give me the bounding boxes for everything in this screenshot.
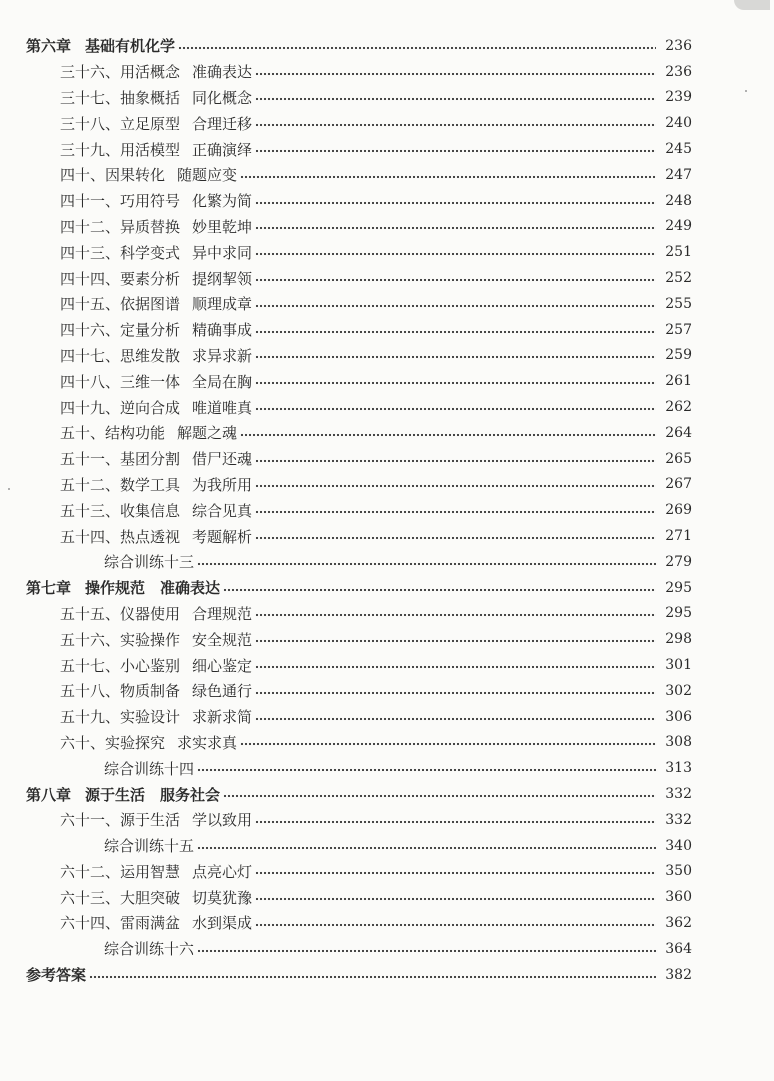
section-phrase-b: 妙里乾坤 — [192, 217, 253, 236]
table-of-contents — [0, 33, 774, 987]
toc-entry-exercise[interactable] — [0, 833, 774, 859]
section-phrase-b: 同化概念 — [192, 88, 253, 107]
section-title: 四十五、依据图谱 顺理成章 — [60, 295, 253, 314]
page-number: 298 — [665, 631, 692, 648]
section-title: 四十三、科学变式 异中求同 — [60, 243, 253, 262]
dot-leader — [197, 559, 656, 569]
dot-leader — [255, 249, 656, 259]
dot-leader — [255, 327, 656, 337]
toc-entry-exercise[interactable] — [0, 936, 774, 962]
section-phrase-b: 合理迁移 — [192, 114, 253, 133]
toc-entry-exercise[interactable] — [0, 549, 774, 575]
section-phrase-a: 实验设计 — [120, 708, 181, 727]
section-number: 四十一 — [60, 192, 106, 211]
section-title: 六十三、大胆突破 切莫犹豫 — [60, 888, 253, 907]
dot-leader — [255, 817, 656, 827]
answers-title: 参考答案 — [26, 966, 87, 985]
dot-leader — [255, 198, 656, 208]
section-number: 六十 — [60, 733, 91, 752]
section-phrase-a: 数学工具 — [120, 475, 181, 494]
dot-leader — [255, 533, 656, 543]
page-number: 267 — [665, 476, 692, 493]
toc-entry-section[interactable] — [0, 472, 774, 498]
section-phrase-a: 源于生活 — [120, 811, 181, 830]
page-number: 306 — [665, 708, 692, 725]
page-number: 265 — [665, 450, 692, 467]
dot-leader — [240, 739, 656, 749]
page-number: 255 — [665, 295, 692, 312]
dot-leader — [255, 920, 656, 930]
section-phrase-b: 考题解析 — [192, 527, 253, 546]
section-phrase-a: 仪器使用 — [120, 604, 181, 623]
section-title: 四十九、逆向合成 唯道唯真 — [60, 398, 253, 417]
page-number: 360 — [665, 889, 692, 906]
chapter-name: 基础有机化学 — [85, 37, 176, 56]
section-number: 五十七 — [60, 656, 106, 675]
toc-entry-section[interactable] — [0, 59, 774, 85]
toc-entry-section[interactable] — [0, 910, 774, 936]
section-number: 五十五 — [60, 604, 106, 623]
section-phrase-a: 异质替换 — [120, 217, 181, 236]
exercise-title: 综合训练十三 — [104, 553, 195, 572]
page-number: 240 — [665, 115, 692, 132]
section-phrase-a: 因果转化 — [105, 166, 166, 185]
dot-leader — [255, 146, 656, 156]
toc-entry-section[interactable] — [0, 807, 774, 833]
page-number: 248 — [665, 192, 692, 209]
section-title: 三十七、抽象概括 同化概念 — [60, 88, 253, 107]
section-phrase-a: 思维发散 — [120, 346, 181, 365]
section-title: 五十二、数学工具 为我所用 — [60, 475, 253, 494]
toc-entry-section[interactable] — [0, 601, 774, 627]
page-number: 301 — [665, 657, 692, 674]
section-number: 四十八 — [60, 372, 106, 391]
section-number: 四十四 — [60, 269, 106, 288]
page-number: 362 — [665, 914, 692, 931]
section-title: 四十六、定量分析 精确事成 — [60, 321, 253, 340]
page-number: 271 — [665, 528, 692, 545]
toc-entry-section[interactable] — [0, 626, 774, 652]
section-phrase-a: 收集信息 — [120, 501, 181, 520]
dot-leader — [240, 430, 656, 440]
section-number: 六十一 — [60, 811, 106, 830]
section-phrase-a: 大胆突破 — [120, 888, 181, 907]
page-number: 313 — [665, 760, 692, 777]
section-number: 六十四 — [60, 914, 106, 933]
section-title: 四十四、要素分析 提纲挈领 — [60, 269, 253, 288]
toc-entry-section[interactable] — [0, 239, 774, 265]
section-number: 五十三 — [60, 501, 106, 520]
section-phrase-a: 基团分割 — [120, 450, 181, 469]
chapter-name: 源于生活 服务社会 — [85, 785, 221, 804]
chapter-title — [26, 784, 223, 805]
section-phrase-b: 细心鉴定 — [192, 656, 253, 675]
page-number: 262 — [665, 399, 692, 416]
toc-entry-section[interactable] — [0, 859, 774, 885]
section-number: 五十一 — [60, 450, 106, 469]
chapter-name: 操作规范 准确表达 — [85, 579, 221, 598]
page-number: 279 — [665, 553, 692, 570]
section-phrase-a: 雷雨满盆 — [120, 914, 181, 933]
section-number: 六十二 — [60, 862, 106, 881]
toc-entry-section[interactable] — [0, 704, 774, 730]
section-title: 三十六、用活概念 准确表达 — [60, 63, 253, 82]
dot-leader — [223, 585, 656, 595]
dot-leader — [255, 481, 656, 491]
section-number: 三十九 — [60, 140, 106, 159]
section-phrase-a: 实验操作 — [120, 630, 181, 649]
section-phrase-b: 综合见真 — [192, 501, 253, 520]
section-phrase-b: 解题之魂 — [177, 424, 238, 443]
section-phrase-b: 求实求真 — [177, 733, 238, 752]
dot-leader — [255, 301, 656, 311]
page-number: 249 — [665, 218, 692, 235]
toc-entry-section[interactable] — [0, 317, 774, 343]
section-title: 四十、因果转化 随题应变 — [60, 166, 238, 185]
dot-leader — [255, 352, 656, 362]
toc-entry-answer[interactable] — [0, 962, 774, 988]
section-phrase-a: 科学变式 — [120, 243, 181, 262]
page-number: 332 — [665, 786, 692, 802]
section-phrase-a: 小心鉴别 — [120, 656, 181, 675]
page-number: 269 — [665, 502, 692, 519]
section-phrase-b: 随题应变 — [177, 166, 238, 185]
dot-leader — [255, 688, 656, 698]
section-number: 五十二 — [60, 475, 106, 494]
toc-entry-chapter[interactable] — [0, 575, 774, 601]
section-title: 四十一、巧用符号 化繁为简 — [60, 192, 253, 211]
section-number: 四十七 — [60, 346, 106, 365]
section-title: 五十六、实验操作 安全规范 — [60, 630, 253, 649]
section-phrase-b: 求新求简 — [192, 708, 253, 727]
page-number: 332 — [665, 811, 692, 828]
section-title: 六十、实验探究 求实求真 — [60, 733, 238, 752]
page-number: 251 — [665, 244, 692, 261]
section-phrase-b: 为我所用 — [192, 475, 253, 494]
section-phrase-b: 唯道唯真 — [192, 398, 253, 417]
section-phrase-a: 用活模型 — [120, 140, 181, 159]
toc-entry-section[interactable] — [0, 523, 774, 549]
section-number: 四十三 — [60, 243, 106, 262]
page-number: 247 — [665, 166, 692, 183]
dot-leader — [255, 714, 656, 724]
section-phrase-a: 实验探究 — [105, 733, 166, 752]
section-phrase-b: 水到渠成 — [192, 914, 253, 933]
toc-entry-section[interactable] — [0, 446, 774, 472]
chapter-number: 第八章 — [26, 785, 72, 804]
section-title: 三十八、立足原型 合理迁移 — [60, 114, 253, 133]
dot-leader — [197, 843, 656, 853]
section-title: 六十一、源于生活 学以致用 — [60, 811, 253, 830]
page-number: 236 — [665, 63, 692, 80]
section-phrase-a: 用活概念 — [120, 63, 181, 82]
dot-leader — [223, 791, 656, 801]
section-phrase-a: 物质制备 — [120, 682, 181, 701]
section-phrase-a: 逆向合成 — [120, 398, 181, 417]
toc-entry-section[interactable] — [0, 884, 774, 910]
section-phrase-b: 准确表达 — [192, 63, 253, 82]
dot-leader — [255, 868, 656, 878]
dot-leader — [255, 456, 656, 466]
section-phrase-a: 要素分析 — [120, 269, 181, 288]
section-phrase-b: 顺理成章 — [192, 295, 253, 314]
section-phrase-a: 运用智慧 — [120, 862, 181, 881]
section-title: 四十八、三维一体 全局在胸 — [60, 372, 253, 391]
section-phrase-b: 点亮心灯 — [192, 862, 253, 881]
section-phrase-b: 安全规范 — [192, 630, 253, 649]
section-phrase-b: 全局在胸 — [192, 372, 253, 391]
section-number: 四十 — [60, 166, 91, 185]
toc-entry-chapter[interactable] — [0, 781, 774, 807]
exercise-title: 综合训练十五 — [104, 837, 195, 856]
section-number: 五十六 — [60, 630, 106, 649]
section-number: 五十 — [60, 424, 91, 443]
dot-leader — [89, 972, 656, 982]
section-phrase-b: 求异求新 — [192, 346, 253, 365]
toc-entry-section[interactable] — [0, 188, 774, 214]
toc-entry-section[interactable] — [0, 497, 774, 523]
toc-entry-section[interactable] — [0, 214, 774, 240]
page-number: 257 — [665, 321, 692, 338]
section-number: 四十二 — [60, 217, 106, 236]
page-number: 295 — [665, 579, 692, 596]
section-phrase-a: 热点透视 — [120, 527, 181, 546]
section-phrase-b: 绿色通行 — [192, 682, 253, 701]
section-title: 六十四、雷雨满盆 水到渠成 — [60, 914, 253, 933]
section-title: 五十三、收集信息 综合见真 — [60, 501, 253, 520]
section-phrase-b: 精确事成 — [192, 321, 253, 340]
section-title: 五十、结构功能 解题之魂 — [60, 424, 238, 443]
page-number: 239 — [665, 89, 692, 106]
dot-leader — [255, 404, 656, 414]
section-phrase-b: 借尸还魂 — [192, 450, 253, 469]
section-number: 三十七 — [60, 88, 106, 107]
section-phrase-b: 化繁为简 — [192, 192, 253, 211]
section-phrase-a: 定量分析 — [120, 321, 181, 340]
section-title: 五十八、物质制备 绿色通行 — [60, 682, 253, 701]
section-title: 五十一、基团分割 借尸还魂 — [60, 450, 253, 469]
page-corner-mark — [734, 0, 770, 10]
page-number: 308 — [665, 734, 692, 751]
toc-entry-section[interactable] — [0, 678, 774, 704]
toc-entry-section[interactable] — [0, 343, 774, 369]
page-number: 340 — [665, 837, 692, 854]
page-number: 364 — [665, 940, 692, 957]
exercise-title: 综合训练十六 — [104, 940, 195, 959]
section-title: 四十七、思维发散 求异求新 — [60, 346, 253, 365]
section-phrase-b: 正确演绎 — [192, 140, 253, 159]
chapter-title — [26, 577, 223, 598]
dot-leader — [255, 507, 656, 517]
dot-leader — [255, 223, 656, 233]
toc-entry-section[interactable] — [0, 420, 774, 446]
section-phrase-b: 合理规范 — [192, 604, 253, 623]
dot-leader — [178, 43, 656, 53]
toc-entry-section[interactable] — [0, 265, 774, 291]
toc-entry-section[interactable] — [0, 652, 774, 678]
toc-entry-section[interactable] — [0, 291, 774, 317]
section-phrase-b: 学以致用 — [192, 811, 253, 830]
page-number: 236 — [665, 37, 692, 54]
section-number: 三十八 — [60, 114, 106, 133]
toc-entry-section[interactable] — [0, 394, 774, 420]
page-number: 245 — [665, 141, 692, 158]
dot-leader — [255, 378, 656, 388]
section-number: 四十五 — [60, 295, 106, 314]
section-number: 四十九 — [60, 398, 106, 417]
toc-entry-section[interactable] — [0, 110, 774, 136]
page-number: 350 — [665, 863, 692, 880]
dot-leader — [255, 636, 656, 646]
section-phrase-b: 切莫犹豫 — [192, 888, 253, 907]
page-number: 302 — [665, 682, 692, 699]
section-title: 五十九、实验设计 求新求简 — [60, 708, 253, 727]
dot-leader — [255, 120, 656, 130]
section-phrase-a: 依据图谱 — [120, 295, 181, 314]
section-number: 六十三 — [60, 888, 106, 907]
section-title: 六十二、运用智慧 点亮心灯 — [60, 862, 253, 881]
section-title: 五十七、小心鉴别 细心鉴定 — [60, 656, 253, 675]
toc-entry-chapter[interactable] — [0, 33, 774, 59]
toc-entry-section[interactable] — [0, 85, 774, 111]
page-number: 382 — [665, 966, 692, 983]
section-phrase-b: 异中求同 — [192, 243, 253, 262]
section-number: 三十六 — [60, 63, 106, 82]
exercise-title: 综合训练十四 — [104, 759, 195, 778]
toc-entry-section[interactable] — [0, 136, 774, 162]
toc-entry-exercise[interactable] — [0, 755, 774, 781]
toc-entry-section[interactable] — [0, 368, 774, 394]
dot-leader — [197, 765, 656, 775]
section-number: 四十六 — [60, 321, 106, 340]
section-phrase-a: 抽象概括 — [120, 88, 181, 107]
dot-leader — [255, 69, 656, 79]
dot-leader — [255, 275, 656, 285]
page-number: 295 — [665, 605, 692, 622]
dot-leader — [240, 172, 656, 182]
page-number: 252 — [665, 270, 692, 287]
chapter-number: 第七章 — [26, 579, 72, 598]
section-phrase-a: 三维一体 — [120, 372, 181, 391]
chapter-title — [26, 35, 178, 56]
section-phrase-a: 巧用符号 — [120, 192, 181, 211]
section-phrase-a: 结构功能 — [105, 424, 166, 443]
section-phrase-b: 提纲挈领 — [192, 269, 253, 288]
page-number: 261 — [665, 373, 692, 390]
section-number: 五十八 — [60, 682, 106, 701]
toc-entry-section[interactable] — [0, 162, 774, 188]
dot-leader — [255, 94, 656, 104]
page-number: 264 — [665, 424, 692, 441]
toc-entry-section[interactable] — [0, 730, 774, 756]
dot-leader — [197, 946, 656, 956]
dot-leader — [255, 610, 656, 620]
section-number: 五十九 — [60, 708, 106, 727]
section-title: 四十二、异质替换 妙里乾坤 — [60, 217, 253, 236]
section-title: 五十四、热点透视 考题解析 — [60, 527, 253, 546]
chapter-number: 第六章 — [26, 37, 72, 56]
section-number: 五十四 — [60, 527, 106, 546]
section-title: 五十五、仪器使用 合理规范 — [60, 604, 253, 623]
section-phrase-a: 立足原型 — [120, 114, 181, 133]
dot-leader — [255, 894, 656, 904]
section-title: 三十九、用活模型 正确演绎 — [60, 140, 253, 159]
dot-leader — [255, 662, 656, 672]
page-number: 259 — [665, 347, 692, 364]
